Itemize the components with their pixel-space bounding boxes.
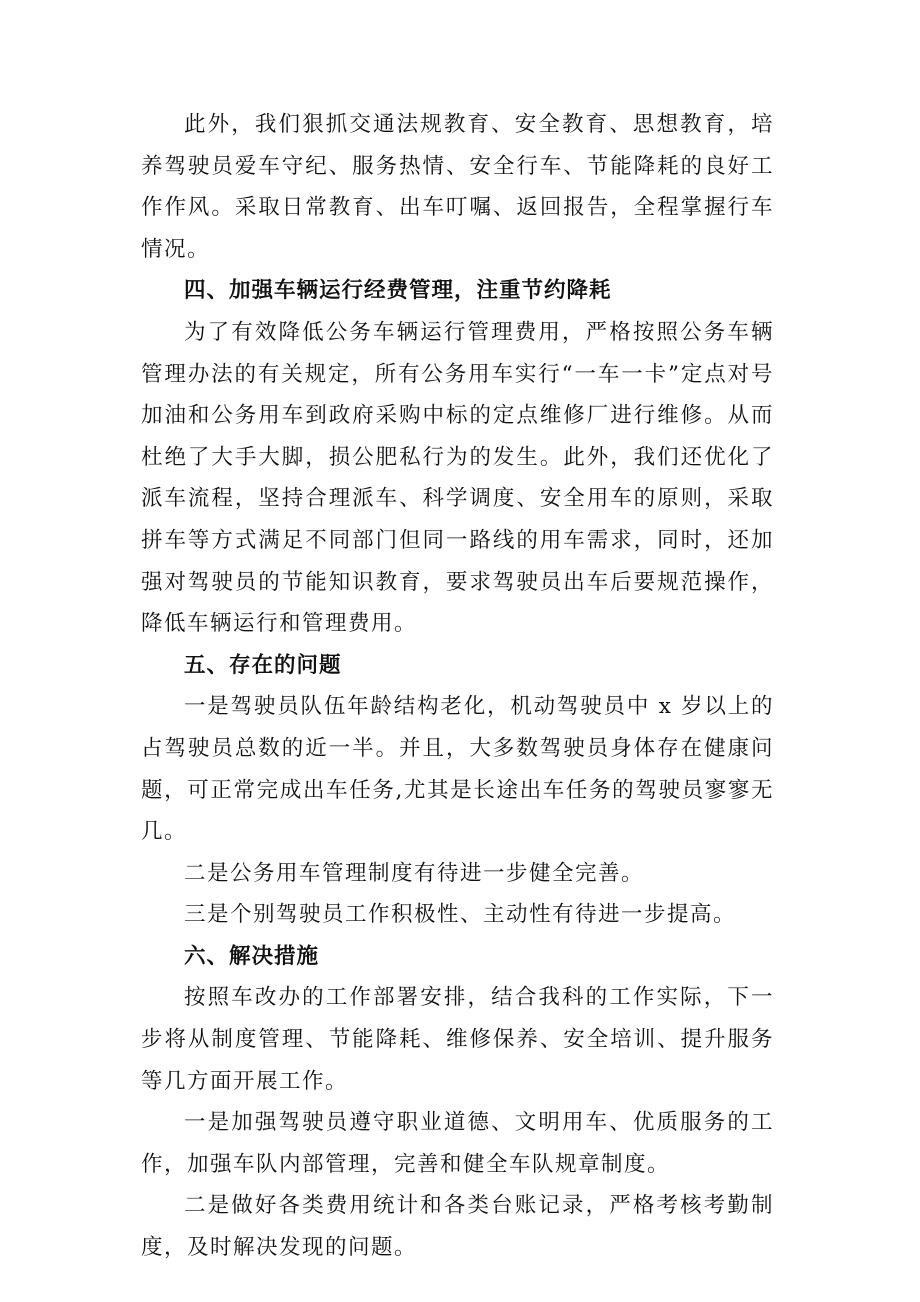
paragraph-measure-2: 二是做好各类费用统计和各类台账记录，严格考核考勤制度，及时解决发现的问题。 [141, 1193, 774, 1261]
heading-section-5: 五、存在的问题 [184, 652, 342, 678]
paragraph-education: 此外，我们狠抓交通法规教育、安全教育、思想教育，培养驾驶员爱车守纪、服务热情、安全行车、节能降耗的良好工作作风。采取日常教育、出车叮嘱、返回报告，全程掌握行车情况。 [141, 112, 774, 262]
paragraph-cost-management: 为了有效降低公务车辆运行管理费用，严格按照公务车辆管理办法的有关规定，所有公务用车实行“一车一卡”定点对号加油和公务用车到政府采购中标的定点维修厂进行维修。从而杜绝了大手大脚，损公肥私行为的发生。此外，我们还优化了派车流程，坚持合理派车、科学调度、安全用车的原则，采取拼车等方式满足不同部门但同一路线的用车需求，同时，还加强对驾驶员的节能知识教育，要求驾驶员出车后要规范操作，降低车辆运行和管理费用。 [141, 319, 774, 637]
paragraph-problem-1: 一是驾驶员队伍年龄结构老化，机动驾驶员中 x 岁以上的占驾驶员总数的近一半。并且，大多数驾驶员身体存在健康问题，可正常完成出车任务,尤其是长途出车任务的驾驶员寥寥无几。 [141, 694, 774, 845]
paragraph-measures-intro: 按照车改办的工作部署安排，结合我科的工作实际，下一步将从制度管理、节能降耗、维修保养、安全培训、提升服务等几方面开展工作。 [141, 985, 774, 1094]
paragraph-measure-1: 一是加强驾驶员遵守职业道德、文明用车、优质服务的工作，加强车队内部管理，完善和健全车队规章制度。 [141, 1110, 774, 1177]
paragraph-problem-2: 二是公务用车管理制度有待进一步健全完善。 [184, 860, 645, 886]
paragraph-problem-3: 三是个别驾驶员工作积极性、主动性有待进一步提高。 [184, 902, 737, 928]
heading-section-4: 四、加强车辆运行经费管理，注重节约降耗 [184, 278, 612, 304]
heading-section-6: 六、解决措施 [184, 943, 320, 969]
